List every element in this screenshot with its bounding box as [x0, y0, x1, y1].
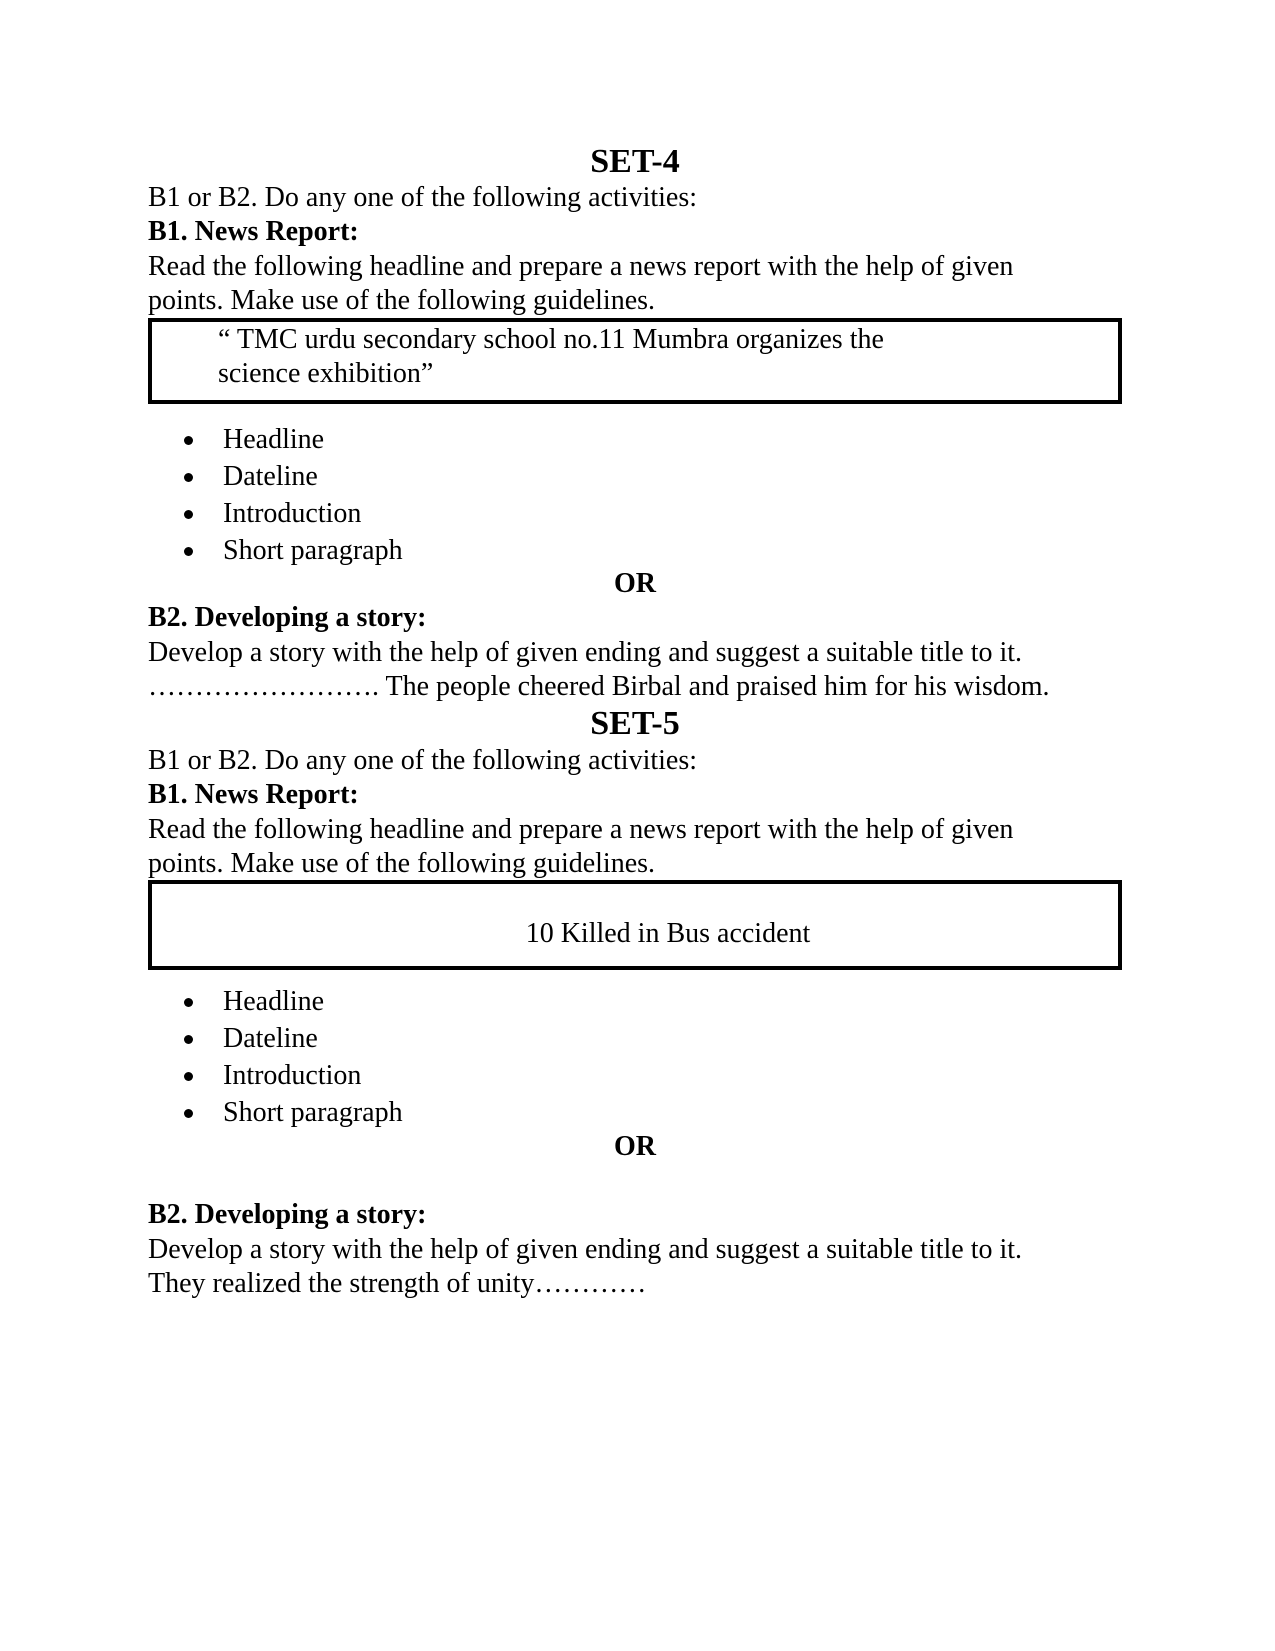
list-item	[148, 422, 403, 459]
list-item	[148, 1021, 403, 1058]
set4-headline-line2: science exhibition”	[218, 358, 434, 389]
set4-headline-box	[148, 318, 1122, 404]
bullet-icon	[184, 1035, 193, 1044]
bullet-icon	[184, 1109, 193, 1118]
list-item-label: Headline	[223, 986, 325, 1017]
set5-headline-box	[148, 880, 1122, 970]
list-item-label: Headline	[223, 424, 325, 455]
bullet-icon	[184, 473, 193, 482]
list-item	[148, 984, 403, 1021]
list-item	[148, 1058, 403, 1095]
set5-b2-text: Develop a story with the help of given ending and suggest a suitable title to it.	[148, 1234, 1023, 1265]
list-item	[148, 1095, 403, 1132]
set4-points-list	[148, 422, 403, 570]
list-item-label: Dateline	[223, 1023, 318, 1054]
bullet-icon	[184, 1072, 193, 1081]
set5-points-list	[148, 984, 403, 1132]
bullet-icon	[184, 436, 193, 445]
set4-instruction: B1 or B2. Do any one of the following activities:	[148, 182, 698, 213]
list-item-label: Introduction	[223, 498, 362, 529]
set5-b2-heading: B2. Developing a story:	[148, 1199, 427, 1230]
set5-title: SET-5	[590, 705, 680, 742]
list-item	[148, 496, 403, 533]
set5-story-ending: They realized the strength of unity…………	[148, 1268, 647, 1299]
set4-b2-text: Develop a story with the help of given ending and suggest a suitable title to it.	[148, 637, 1023, 668]
set4-headline-line1: “ TMC urdu secondary school no.11 Mumbra organizes the	[218, 324, 884, 355]
set4-b2-heading: B2. Developing a story:	[148, 602, 427, 633]
set5-b1-heading: B1. News Report:	[148, 779, 359, 810]
set4-title: SET-4	[590, 143, 680, 180]
set5-headline: 10 Killed in Bus accident	[525, 918, 811, 949]
bullet-icon	[184, 510, 193, 519]
list-item-label: Short paragraph	[223, 1097, 403, 1128]
list-item	[148, 533, 403, 570]
list-item-label: Introduction	[223, 1060, 362, 1091]
set4-or-label: OR	[614, 568, 656, 599]
set5-or-label: OR	[614, 1131, 656, 1162]
set4-b1-heading: B1. News Report:	[148, 216, 359, 247]
set5-instruction: B1 or B2. Do any one of the following activities:	[148, 745, 698, 776]
set5-b1-text-line1: Read the following headline and prepare a news report with the help of given	[148, 814, 1014, 845]
list-item-label: Short paragraph	[223, 535, 403, 566]
bullet-icon	[184, 998, 193, 1007]
bullet-icon	[184, 547, 193, 556]
set4-story-ending: ……………………. The people cheered Birbal and praised him for his wisdom.	[148, 671, 1050, 702]
set4-b1-text-line2: points. Make use of the following guidelines.	[148, 285, 656, 316]
list-item	[148, 459, 403, 496]
list-item-label: Dateline	[223, 461, 318, 492]
set4-b1-text-line1: Read the following headline and prepare a news report with the help of given	[148, 251, 1014, 282]
set5-b1-text-line2: points. Make use of the following guidelines.	[148, 848, 656, 879]
